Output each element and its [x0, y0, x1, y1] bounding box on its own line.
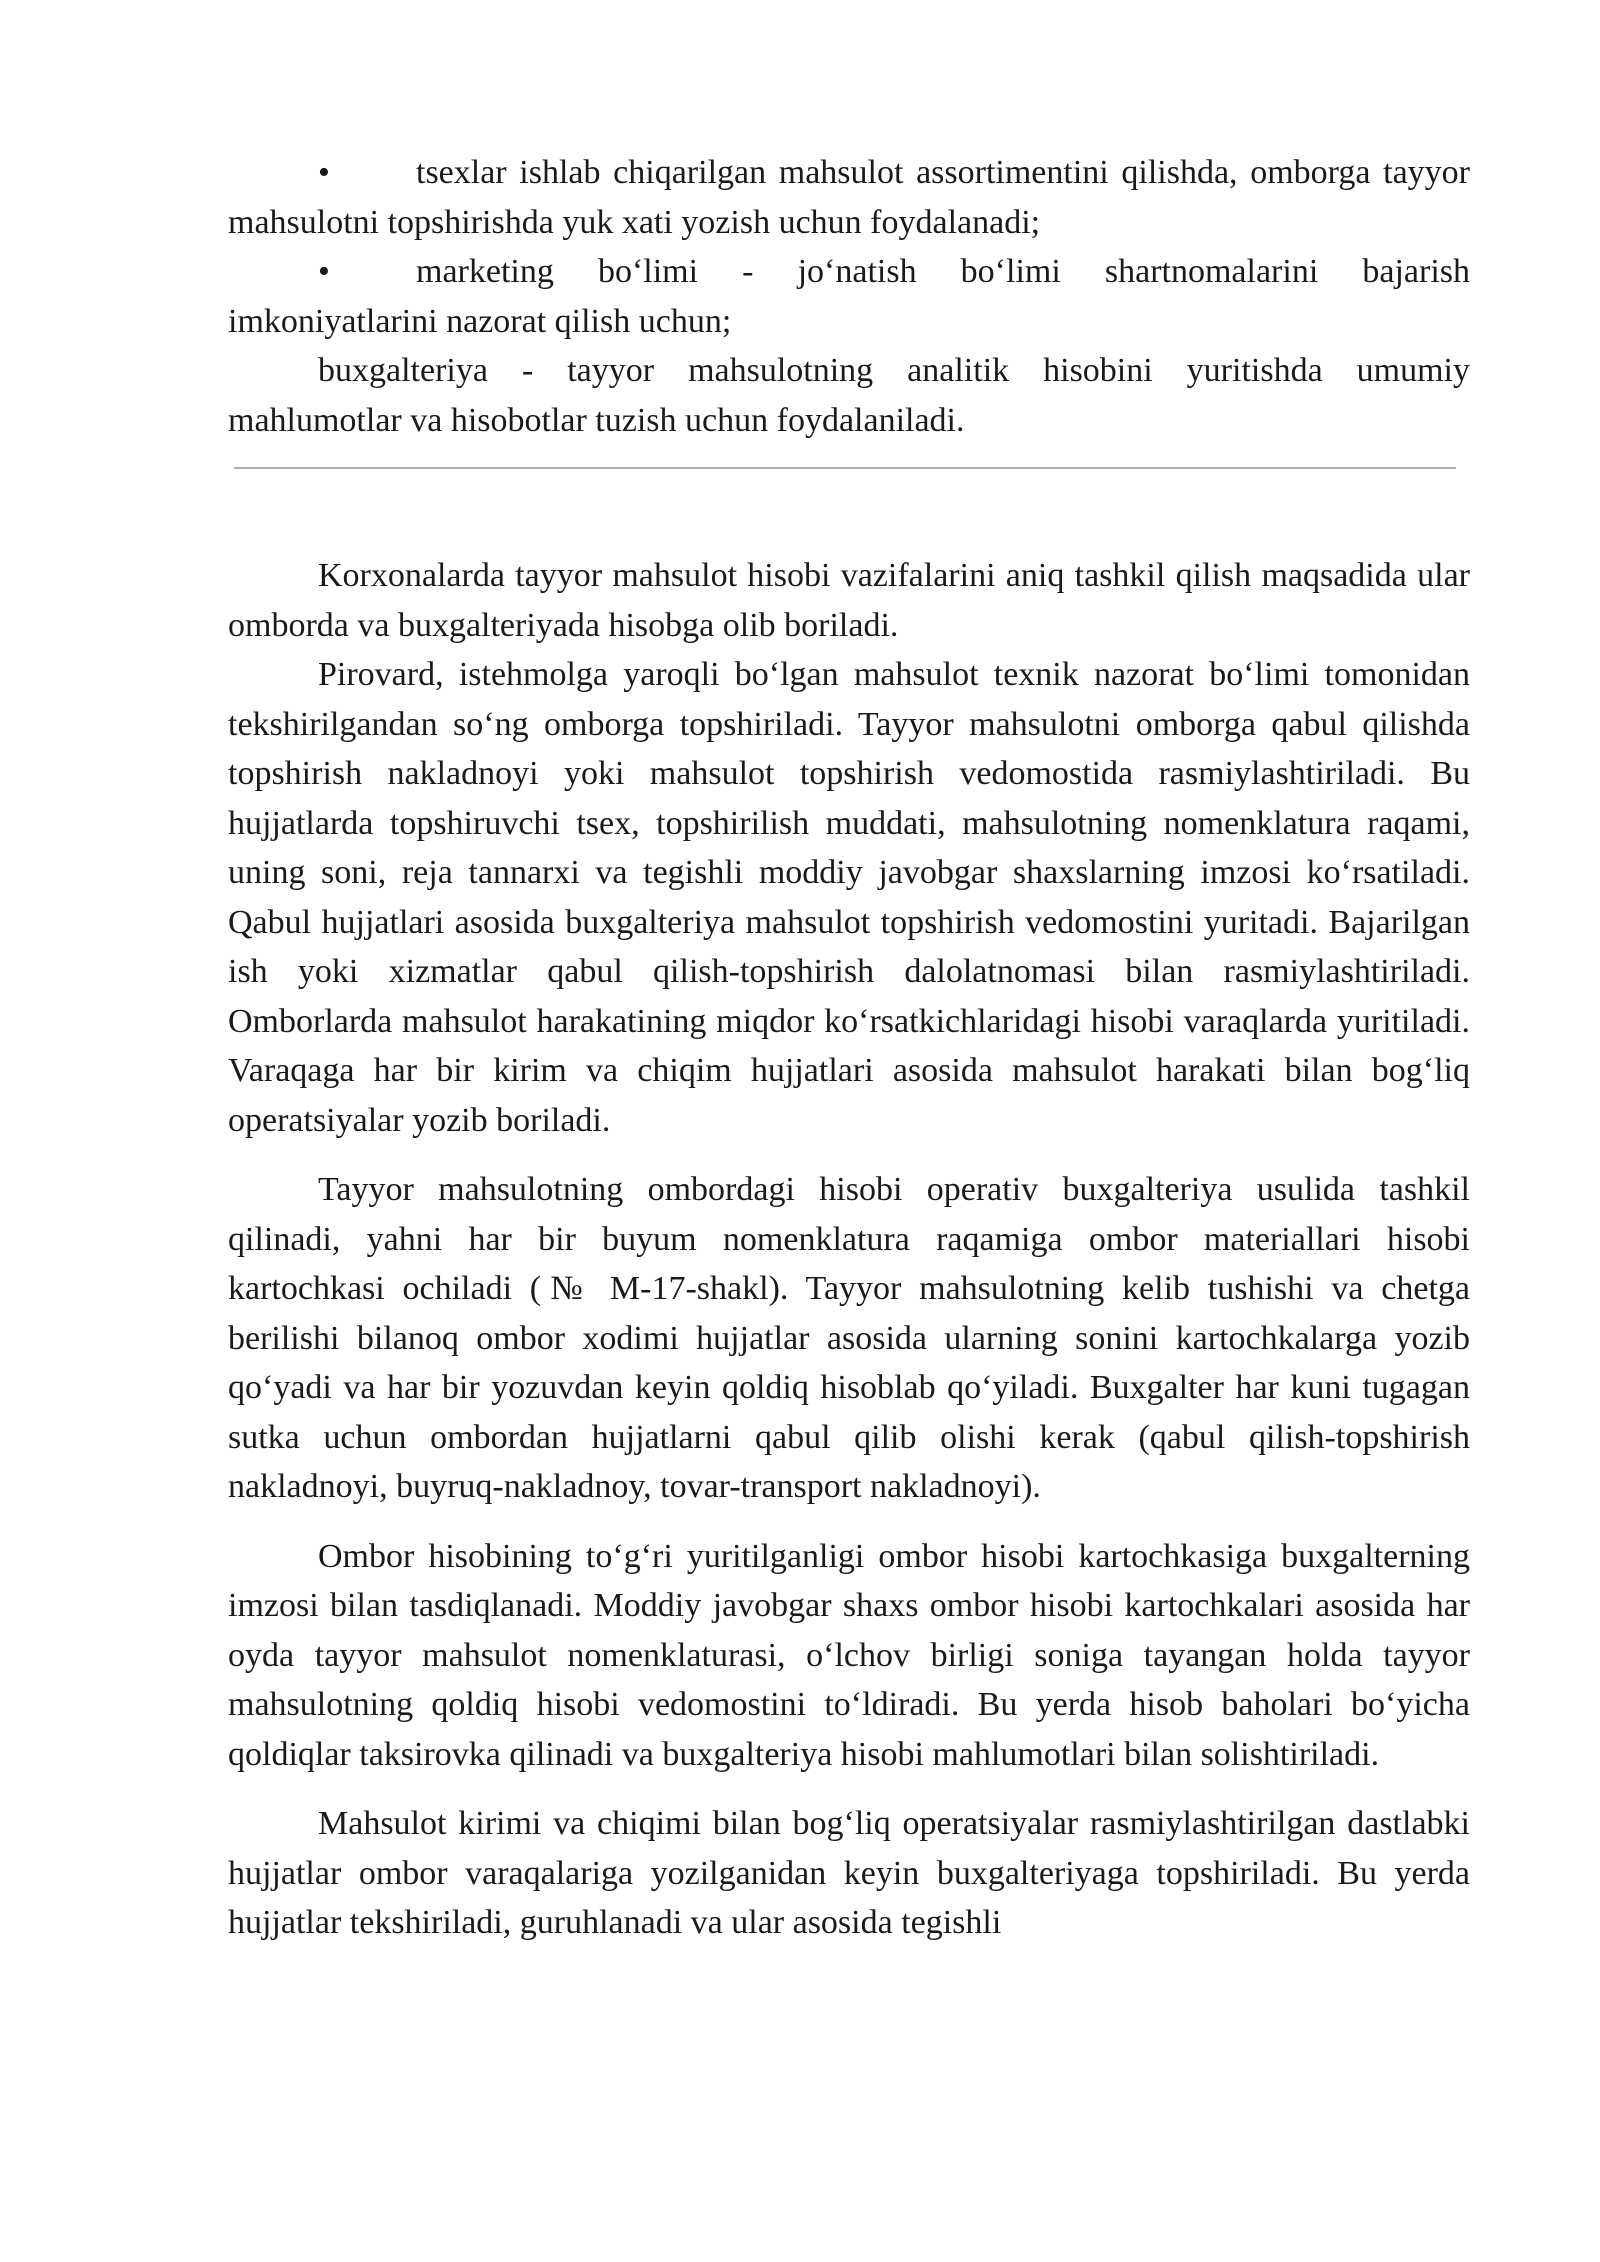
document-page [228, 148, 1470, 1948]
bullet-dot-icon: • [318, 253, 330, 290]
bullet-text: marketing bo‘limi - jo‘natish bo‘limi shartnomalarini bajarish imkoniyatlarini nazorat qilish uchun; [228, 253, 1470, 340]
horizontal-divider [234, 467, 1456, 469]
paragraph-ombor-hisobi: Ombor hisobining to‘g‘ri yuritilganligi ombor hisobi kartochkasiga buxgalterning imzosi bilan tasdiqlanadi. Moddiy javobgar shaxs ombor hisobi kartochkalari asosida har oyda tayyor mahsulot nomenklaturasi, o‘lchov birligi soniga tayangan holda tayyor mahsulotning qoldiq hisobi vedomostini to‘ldiradi. Bu yerda hisob baholari bo‘yicha qoldiqlar taksirovka qilinadi va buxgalteriya hisobi mahlumotlari bilan solishtiriladi. [228, 1537, 1470, 1773]
bullet-item-tsexlar [228, 148, 1470, 247]
bullet-text: tsexlar ishlab chiqarilgan mahsulot assortimentini qilishda, omborga tayyor mahsulotni topshirishda yuk xati yozish uchun foydalanadi; [228, 154, 1470, 241]
paragraph-pirovard: Pirovard, istehmolga yaroqli bo‘lgan mahsulot texnik nazorat bo‘limi tomonidan tekshirilgandan so‘ng omborga topshiriladi. Tayyor mahsulotni omborga qabul qilishda topshirish nakladnoyi yoki mahsulot topshirish vedomostida rasmiylashtiriladi. Bu hujjatlarda topshiruvchi tsex, topshirilish muddati, mahsulotning nomenklatura raqami, uning soni, reja tannarxi va tegishli moddiy javobgar shaxslarning imzosi ko‘rsatiladi. Qabul hujjatlari asosida buxgalteriya mahsulot topshirish vedomostini yuritadi. Bajarilgan ish yoki xizmatlar qabul qilish-topshirish dalolatnomasi bilan rasmiylashtiriladi. Omborlarda mahsulot harakatining miqdor ko‘rsatkichlaridagi hisobi varaqlarda yuritiladi. Varaqaga har bir kirim va chiqim hujjatlari asosida mahsulot harakati bilan bog‘liq operatsiyalar yozib boriladi. [228, 656, 1470, 1139]
bullet-dot-icon: • [318, 154, 330, 191]
paragraph-buxgalteriya: buxgalteriya - tayyor mahsulotning analitik hisobini yuritishda umumiy mahlumotlar va hisobotlar tuzish uchun foydalaniladi. [228, 352, 1470, 439]
paragraph-korxonalarda: Korxonalarda tayyor mahsulot hisobi vazifalarini aniq tashkil qilish maqsadida ular omborda va buxgalteriyada hisobga olib boriladi. [228, 557, 1470, 644]
paragraph-tayyor-mahsulot: Tayyor mahsulotning ombordagi hisobi operativ buxgalteriya usulida tashkil qilinadi, yahni har bir buyum nomenklatura raqamiga ombor materiallari hisobi kartochkasi ochiladi (№ M-17-shakl). Tayyor mahsulotning kelib tushishi va chetga berilishi bilanoq ombor xodimi hujjatlar asosida ularning sonini kartochkalarga yozib qo‘yadi va har bir yozuvdan keyin qoldiq hisoblab qo‘yiladi. Buxgalter har kuni tugagan sutka uchun ombordan hujjatlarni qabul qilib olishi kerak (qabul qilish-topshirish nakladnoyi, buyruq-nakladnoy, tovar-transport nakladnoyi). [228, 1171, 1470, 1505]
bullet-item-marketing [228, 247, 1470, 346]
paragraph-mahsulot-kirimi: Mahsulot kirimi va chiqimi bilan bog‘liq operatsiyalar rasmiylashtirilgan dastlabki hujjatlar ombor varaqalariga yozilganidan keyin buxgalteriyaga topshiriladi. Bu yerda hujjatlar tekshiriladi, guruhlanadi va ular asosida tegishli [228, 1805, 1470, 1941]
